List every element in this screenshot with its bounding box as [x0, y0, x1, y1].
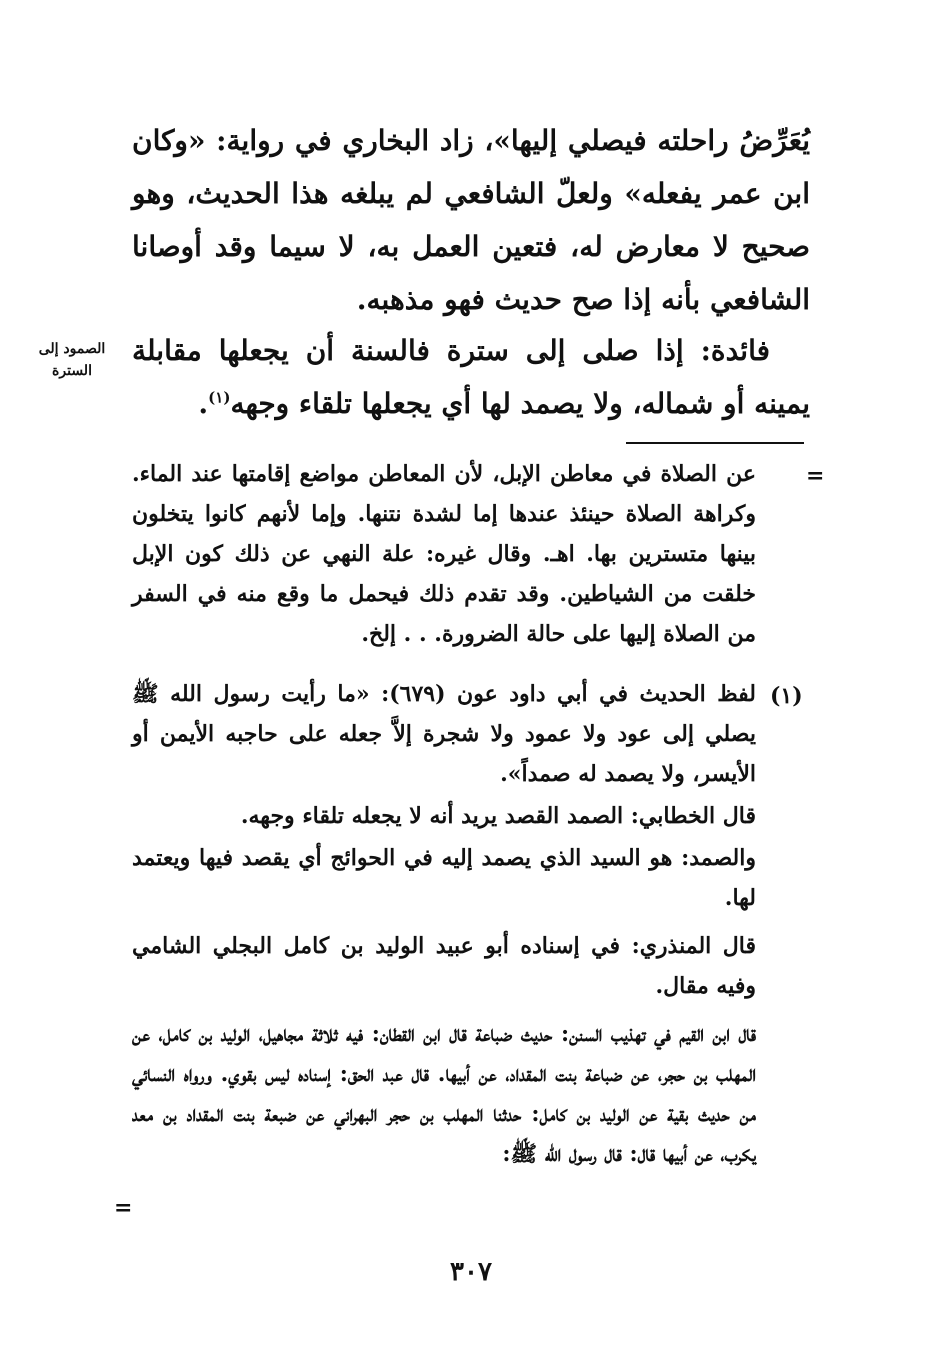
- margin-note-line-1: الصمود إلى: [38, 341, 106, 357]
- continues-next-page-marker: =: [114, 1195, 133, 1221]
- footnote-separator: [626, 442, 804, 444]
- main-paragraph-fayda: [132, 324, 810, 430]
- main-paragraph-1: يُعَرِّضُ راحلته فيصلي إليها»، زاد البخاري في رواية: «وكان ابن عمر يفعله» ولعلّ الشافعي لم يبلغه هذا الحديث، وهو صحيح لا معارض له، فتعين العمل به، لا سيما وقد أوصانا الشافعي بأنه إذا صح حديث فهو مذهبه.: [132, 124, 810, 316]
- footnote-1-samad: والصمد: هو السيد الذي يصمد إليه في الحوائج أي يقصد فيها ويعتمد لها.: [132, 845, 756, 911]
- margin-note-line-2: السترة: [52, 363, 92, 379]
- margin-note: [24, 338, 120, 382]
- footnote-1-marker: (١): [770, 683, 803, 709]
- footnote-1-text: لفظ الحديث في أبي داود عون (٦٧٩): «ما رأيت رسول الله ﷺ يصلي إلى عود ولا عمود ولا شجرة إلاَّ جعله على حاجبه الأيمن أو الأيسر، ولا يصمد له صمداً».: [132, 681, 757, 787]
- footnote-continuation: عن الصلاة في معاطن الإبل، لأن المعاطن مواضع إقامتها عند الماء. وكراهة الصلاة حينئذ عندها إما لشدة نتنها. وإما لأنهم كانوا يتخلون بينها متسترين بها. اهـ. وقال غيره: علة النهي عن ذلك كون الإبل خلقت من الشياطين. وقد تقدم ذلك فيحمل ما وقع منه في السفر من الصلاة إليها على حالة الضرورة. . . إلخ.: [132, 461, 756, 647]
- fayda-end: .: [198, 387, 209, 420]
- footnote-1-mundhiri: قال المنذري: في إسناده أبو عبيد الوليد بن كامل البجلي الشامي وفيه مقال.: [132, 933, 756, 999]
- footnote-1-ibn-qayyim: قال ابن القيم في تهذيب السنن: حديث ضباعة قال ابن القطان: فيه ثلاثة مجاهيل، الوليد بن كامل، عن المهلب بن حجر، عن ضباعة بنت المقداد، عن أبيها. قال عبد الحق: إسناده ليس بقوي. ورواه النسائي من حديث بقية عن الوليد بن كامل: حدثنا المهلب بن حجر البهراني عن ضبعة بنت المقداد بن معد يكرب، عن أبيها قال: قال رسول الله ﷺ:: [132, 1021, 756, 1167]
- fayda-text: فائدة: إذا صلى إلى سترة فالسنة أن يجعلها مقابلة يمينه أو شماله، ولا يصمد لها أي يجعلها تلقاء وجهه: [132, 334, 810, 420]
- footnote-1-khattabi: قال الخطابي: الصمد القصد يريد أنه لا يجعله تلقاء وجهه.: [240, 803, 756, 829]
- continuation-marker: =: [806, 463, 825, 489]
- footnote-reference-1[interactable]: (١): [208, 388, 231, 407]
- page-number: ٣٠٧: [450, 1257, 492, 1287]
